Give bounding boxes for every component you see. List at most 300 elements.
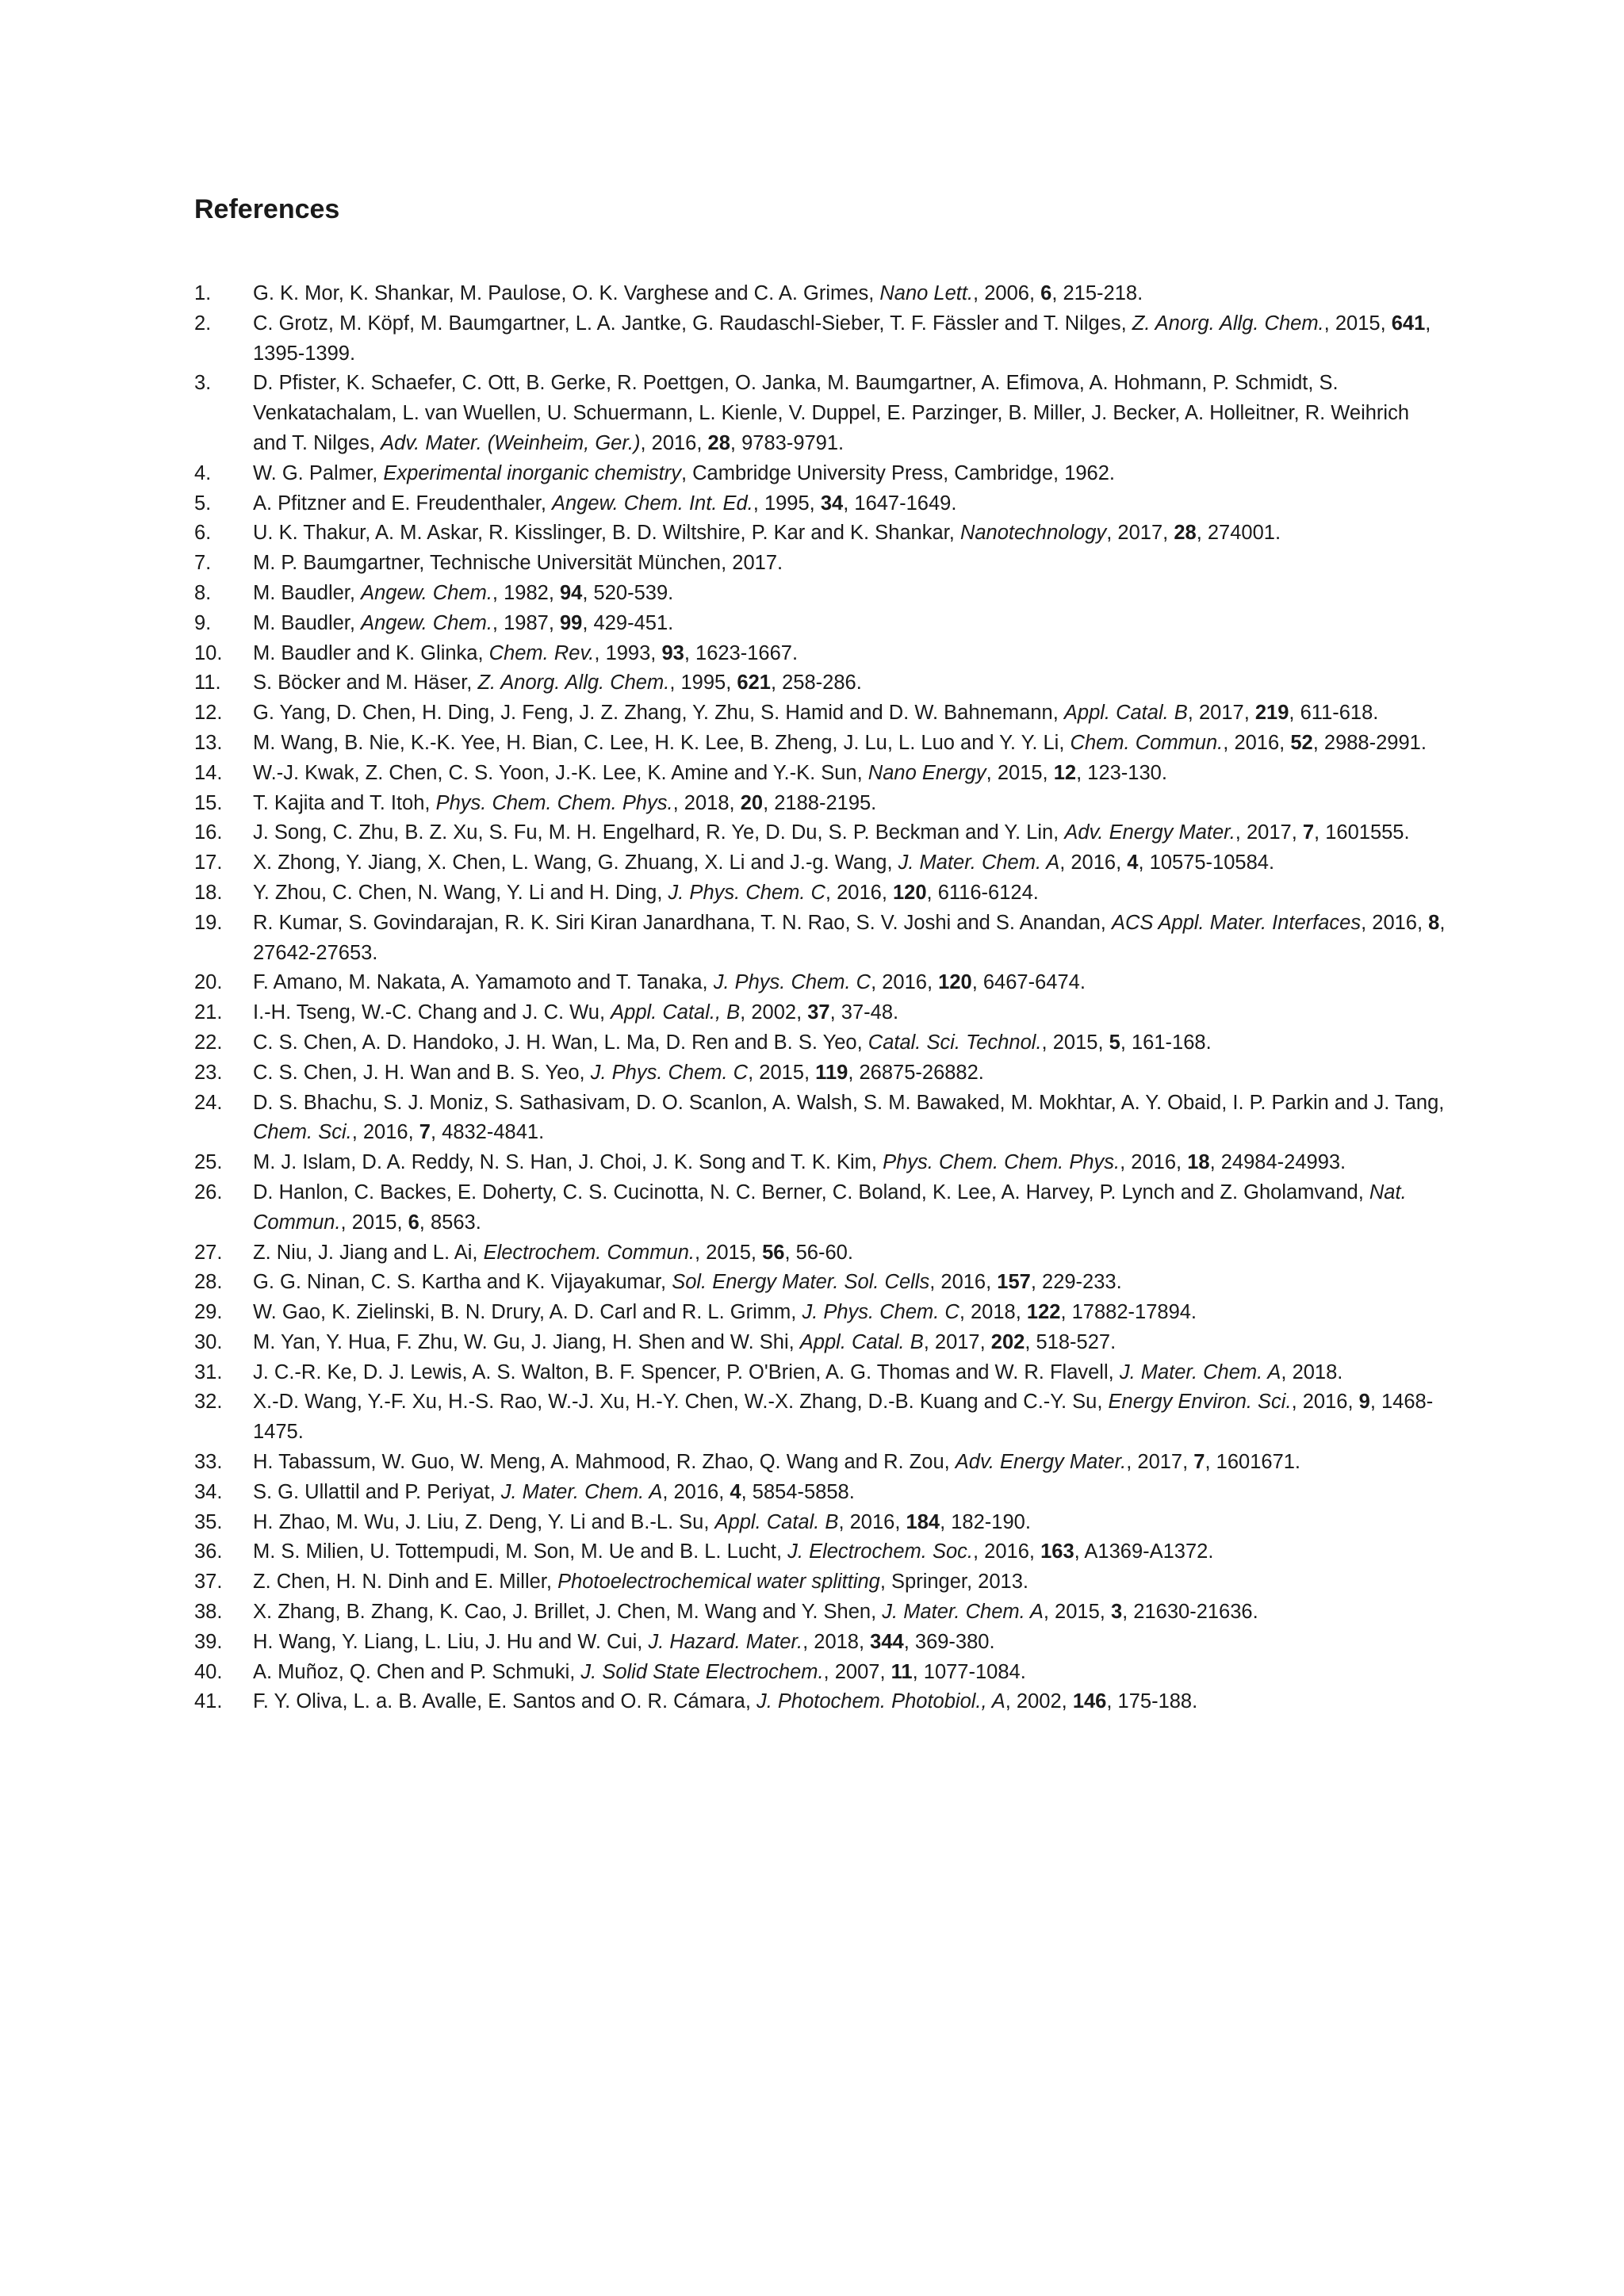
- reference-sep-2: ,: [718, 1480, 730, 1503]
- reference-sep-2: ,: [926, 971, 939, 994]
- reference-journal: J. Hazard. Mater.: [648, 1630, 803, 1653]
- reference-sep-2: ,: [696, 431, 708, 454]
- reference-pages: 26875-26882.: [859, 1061, 984, 1084]
- reference-sep-3: ,: [971, 971, 983, 994]
- reference-pages: 6116-6124.: [937, 881, 1039, 904]
- reference-item: [194, 489, 1447, 519]
- reference-journal: Chem. Commun.: [1070, 731, 1224, 754]
- reference-item: [194, 1298, 1447, 1328]
- reference-year: 2016: [362, 1121, 408, 1144]
- reference-sep-1: ,: [802, 1630, 814, 1653]
- reference-item: [194, 698, 1447, 729]
- reference-number: 26.: [194, 1181, 223, 1203]
- reference-sep-2: ,: [894, 1510, 906, 1533]
- reference-pages: 520-539.: [593, 581, 674, 604]
- reference-number: 40.: [194, 1660, 223, 1683]
- reference-volume: 3: [1110, 1601, 1123, 1624]
- reference-volume: 344: [870, 1630, 904, 1653]
- reference-sep-1: ,: [748, 1061, 760, 1084]
- reference-number: 36.: [194, 1540, 223, 1563]
- reference-authors: R. Kumar, S. Govindarajan, R. K. Siri Kiran Janardhana, T. N. Rao, S. V. Joshi and S. Anandan,: [253, 911, 1112, 934]
- reference-authors: X.-D. Wang, Y.-F. Xu, H.-S. Rao, W.-J. Xu, H.-Y. Chen, W.-X. Zhang, D.-B. Kuang and C.-Y. Su,: [253, 1391, 1109, 1414]
- reference-item: [194, 1478, 1447, 1508]
- reference-authors: A. Muñoz, Q. Chen and P. Schmuki,: [253, 1660, 581, 1683]
- reference-sep-3: ,: [1106, 1690, 1118, 1713]
- reference-sep-3: ,: [582, 581, 594, 604]
- reference-authors: F. Y. Oliva, L. a. B. Avalle, E. Santos and O. R. Cámara,: [253, 1690, 756, 1713]
- reference-year: 2016: [1071, 851, 1116, 874]
- reference-sep-2: ,: [1028, 1540, 1041, 1563]
- reference-item: [194, 1089, 1447, 1149]
- reference-item: [194, 878, 1447, 909]
- reference-number: 12.: [194, 702, 223, 725]
- reference-year: 2015: [1335, 312, 1381, 335]
- reference-journal: J. Phys. Chem. C: [668, 881, 825, 904]
- reference-number: 18.: [194, 881, 223, 904]
- reference-sep-3: ,: [741, 1480, 753, 1503]
- reference-sep-2: ,: [859, 1630, 871, 1653]
- reference-authors: W. Gao, K. Zielinski, B. N. Drury, A. D. Carl and R. L. Grimm,: [253, 1301, 802, 1324]
- reference-journal: J. Phys. Chem. C: [590, 1061, 749, 1084]
- reference-journal: Phys. Chem. Chem. Phys.: [883, 1151, 1120, 1174]
- reference-number: 11.: [194, 672, 221, 695]
- reference-pages: 1623-1667.: [695, 641, 799, 664]
- reference-sep-1: ,: [1043, 1601, 1055, 1624]
- reference-number: 41.: [194, 1690, 223, 1713]
- reference-authors: C. S. Chen, A. D. Handoko, J. H. Wan, L. Ma, D. Ren and B. S. Yeo,: [253, 1031, 868, 1054]
- reference-volume: 18: [1187, 1151, 1210, 1174]
- reference-number: 10.: [194, 641, 223, 664]
- reference-item: [194, 1448, 1447, 1478]
- reference-year: 1982: [504, 581, 549, 604]
- reference-pages: 1601671.: [1216, 1451, 1301, 1474]
- reference-journal: Angew. Chem.: [361, 581, 492, 604]
- reference-authors: M. P. Baumgartner, Technische Universität München, 2017.: [253, 552, 783, 575]
- reference-year: 2015: [997, 761, 1043, 784]
- reference-authors: H. Wang, Y. Liang, L. Liu, J. Hu and W. Cui,: [253, 1630, 649, 1653]
- reference-number: 24.: [194, 1091, 223, 1114]
- reference-number: 34.: [194, 1480, 223, 1503]
- reference-sep-3: ,: [1314, 821, 1326, 844]
- reference-sep-1: ,: [923, 1330, 935, 1353]
- reference-sep-3: ,: [1120, 1031, 1132, 1054]
- reference-sep-2: ,: [1380, 312, 1392, 335]
- reference-year: 2017: [1246, 821, 1292, 844]
- reference-volume: 9: [1358, 1391, 1370, 1414]
- reference-sep-1: ,: [694, 1241, 707, 1264]
- reference-year: 2016: [1302, 1391, 1348, 1414]
- reference-sep-3: ,: [1205, 1451, 1216, 1474]
- reference-volume: 4: [730, 1480, 741, 1503]
- reference-journal: Electrochem. Commun.: [483, 1241, 695, 1264]
- reference-pages: 8563.: [430, 1211, 481, 1234]
- reference-year: 2002: [751, 1001, 797, 1024]
- reference-volume: 163: [1040, 1540, 1074, 1563]
- reference-authors: F. Amano, M. Nakata, A. Yamamoto and T. Tanaka,: [253, 971, 714, 994]
- reference-pages: 10575-10584.: [1149, 851, 1275, 874]
- reference-journal: Appl. Catal. B: [1063, 702, 1188, 725]
- reference-pages: 21630-21636.: [1133, 1601, 1258, 1624]
- reference-year: 2016: [984, 1540, 1029, 1563]
- reference-year: 2017: [1137, 1451, 1183, 1474]
- reference-journal: Adv. Energy Mater.: [955, 1451, 1127, 1474]
- reference-authors: Z. Chen, H. N. Dinh and E. Miller,: [253, 1571, 558, 1594]
- reference-year: 2017: [934, 1330, 980, 1353]
- reference-sep-1: ,: [973, 1540, 985, 1563]
- reference-sep-1: ,: [1291, 1391, 1303, 1414]
- reference-year: 1995: [680, 672, 726, 695]
- reference-authors: T. Kajita and T. Itoh,: [253, 791, 436, 814]
- reference-volume: 6: [408, 1211, 419, 1234]
- reference-journal: J. Mater. Chem. A: [1119, 1360, 1281, 1383]
- reference-item: [194, 519, 1447, 549]
- reference-sep-1: ,: [823, 1660, 835, 1683]
- reference-sep-2: ,: [650, 641, 662, 664]
- reference-pages: 24984-24993.: [1220, 1151, 1346, 1174]
- reference-sep-3: ,: [926, 881, 938, 904]
- reference-pages: 161-168.: [1131, 1031, 1212, 1054]
- reference-journal: J. Electrochem. Soc.: [787, 1540, 973, 1563]
- reference-sep-1: ,: [1281, 1360, 1293, 1383]
- reference-year: 2015: [706, 1241, 751, 1264]
- reference-authors: S. Böcker and M. Häser,: [253, 672, 478, 695]
- reference-sep-1: ,: [871, 971, 883, 994]
- reference-journal: J. Mater. Chem. A: [500, 1480, 663, 1503]
- reference-number: 31.: [194, 1360, 223, 1383]
- reference-sep-2: ,: [548, 611, 560, 634]
- reference-pages: 37-48.: [841, 1001, 899, 1024]
- reference-number: 7.: [194, 552, 212, 575]
- reference-sep-3: ,: [763, 791, 775, 814]
- reference-pages: 1468-1475.: [253, 1391, 1434, 1444]
- reference-sep-3: ,: [1196, 522, 1208, 545]
- reference-journal: Adv. Energy Mater.: [1064, 821, 1235, 844]
- reference-sep-1: ,: [669, 672, 681, 695]
- reference-sep-3: ,: [1138, 851, 1150, 874]
- reference-item: [194, 848, 1447, 878]
- reference-sep-1: ,: [1187, 702, 1199, 725]
- reference-item: [194, 459, 1447, 489]
- reference-pages: 182-190.: [951, 1510, 1031, 1533]
- reference-authors: X. Zhong, Y. Jiang, X. Chen, L. Wang, G. Zhuang, X. Li and J.-g. Wang,: [253, 851, 898, 874]
- reference-sep-2: ,: [1099, 1601, 1111, 1624]
- reference-year: 1987: [504, 611, 549, 634]
- reference-sep-1: ,: [959, 1301, 971, 1324]
- reference-authors: M. J. Islam, D. A. Reddy, N. S. Han, J. Choi, J. K. Song and T. K. Kim,: [253, 1151, 883, 1174]
- reference-volume: 7: [1193, 1451, 1205, 1474]
- reference-item: [194, 729, 1447, 759]
- reference-sep-3: ,: [430, 1121, 442, 1144]
- reference-pages: 5854-5858.: [752, 1480, 855, 1503]
- reference-sep-2: ,: [548, 581, 560, 604]
- reference-sep-3: ,: [730, 431, 742, 454]
- reference-authors: G. G. Ninan, C. S. Kartha and K. Vijayakumar,: [253, 1271, 672, 1294]
- reference-authors: H. Tabassum, W. Guo, W. Meng, A. Mahmood, R. Zhao, Q. Wang and R. Zou,: [253, 1451, 956, 1474]
- reference-item: [194, 369, 1447, 458]
- reference-item: [194, 1598, 1447, 1628]
- reference-item: [194, 1178, 1447, 1238]
- reference-authors: U. K. Thakur, A. M. Askar, R. Kisslinger, B. D. Wiltshire, P. Kar and K. Shankar,: [253, 522, 960, 545]
- reference-authors: W. G. Palmer,: [253, 461, 384, 484]
- reference-sep-1: ,: [1041, 1031, 1053, 1054]
- reference-year: 2016: [1131, 1151, 1177, 1174]
- reference-year: 2016: [849, 1510, 895, 1533]
- reference-sep-1: ,: [1106, 522, 1118, 545]
- reference-year: 2015: [1052, 1031, 1098, 1054]
- reference-sep-2: ,: [1243, 702, 1255, 725]
- reference-authors: W.-J. Kwak, Z. Chen, C. S. Yoon, J.-K. Lee, K. Amine and Y.-K. Sun,: [253, 761, 868, 784]
- reference-sep-1: ,: [986, 761, 998, 784]
- reference-sep-3: ,: [770, 672, 783, 695]
- reference-title: Photoelectrochemical water splitting: [557, 1571, 880, 1594]
- reference-sep-1: ,: [492, 611, 504, 634]
- reference-pages: 215-218.: [1063, 282, 1143, 304]
- reference-sep-1: ,: [1059, 851, 1071, 874]
- reference-sep-2: ,: [726, 672, 737, 695]
- reference-year: 2015: [759, 1061, 804, 1084]
- reference-year: 2007: [834, 1660, 880, 1683]
- reference-sep-3: ,: [419, 1211, 431, 1234]
- reference-year: 2002: [1016, 1690, 1062, 1713]
- reference-year: 2018: [684, 791, 730, 814]
- reference-journal: Sol. Energy Mater. Sol. Cells: [672, 1271, 930, 1294]
- reference-number: 14.: [194, 761, 223, 784]
- reference-sep-3: ,: [1425, 312, 1431, 335]
- reference-sep-2: ,: [986, 1271, 998, 1294]
- reference-sep-2: ,: [881, 881, 893, 904]
- reference-sep-3: ,: [1030, 1271, 1043, 1294]
- reference-authors: J. Song, C. Zhu, B. Z. Xu, S. Fu, M. H. Engelhard, R. Ye, D. Du, S. P. Beckman and Y. Lin,: [253, 821, 1065, 844]
- reference-item: [194, 1148, 1447, 1178]
- reference-volume: 28: [1174, 522, 1197, 545]
- reference-sep-2: ,: [879, 1660, 891, 1683]
- reference-volume: 28: [707, 431, 730, 454]
- reference-sep-3: ,: [1289, 702, 1300, 725]
- reference-number: 4.: [194, 461, 212, 484]
- reference-year: 1995: [764, 492, 810, 515]
- reference-pages: A1369-A1372.: [1084, 1540, 1214, 1563]
- reference-item: [194, 1028, 1447, 1058]
- reference-item: [194, 549, 1447, 579]
- reference-item: [194, 309, 1447, 369]
- reference-authors: D. S. Bhachu, S. J. Moniz, S. Sathasivam, D. O. Scanlon, A. Walsh, S. M. Bawaked, M. Mokhtar, A. Y. Obaid, I. P. Parkin and J. Tang,: [253, 1091, 1445, 1114]
- reference-sep-1: ,: [351, 1121, 363, 1144]
- reference-journal: Angew. Chem. Int. Ed.: [552, 492, 753, 515]
- reference-rest: , Cambridge University Press, Cambridge, 1962.: [680, 461, 1116, 484]
- reference-authors: D. Hanlon, C. Backes, E. Doherty, C. S. Cucinotta, N. C. Berner, C. Boland, K. Lee, A. Harvey, P. Lynch and Z. Gholamvand,: [253, 1181, 1369, 1203]
- reference-sep-1: ,: [340, 1211, 352, 1234]
- reference-pages: 274001.: [1207, 522, 1281, 545]
- reference-journal: J. Mater. Chem. A: [882, 1601, 1044, 1624]
- reference-pages: 2988-2991.: [1323, 731, 1427, 754]
- reference-year: 2018.: [1292, 1360, 1343, 1383]
- reference-number: 37.: [194, 1571, 223, 1594]
- reference-volume: 12: [1053, 761, 1077, 784]
- reference-sep-3: ,: [940, 1510, 952, 1533]
- reference-volume: 641: [1391, 312, 1426, 335]
- references-heading: References: [194, 194, 340, 224]
- reference-pages: 429-451.: [593, 611, 674, 634]
- reference-journal: J. Solid State Electrochem.: [580, 1660, 824, 1683]
- reference-year: 2015: [351, 1211, 397, 1234]
- reference-volume: 93: [661, 641, 684, 664]
- reference-year: 2015: [1055, 1601, 1100, 1624]
- reference-sep-3: ,: [1051, 282, 1063, 304]
- reference-volume: 6: [1040, 282, 1052, 304]
- reference-item: [194, 1238, 1447, 1269]
- reference-number: 19.: [194, 911, 223, 934]
- reference-sep-1: ,: [1361, 911, 1373, 934]
- reference-volume: 122: [1026, 1301, 1061, 1324]
- reference-sep-2: ,: [979, 1330, 991, 1353]
- reference-pages: 1395-1399.: [253, 342, 356, 365]
- reference-number: 21.: [194, 1001, 223, 1024]
- reference-number: 29.: [194, 1301, 223, 1324]
- reference-item: [194, 1687, 1447, 1717]
- reference-sep-1: ,: [740, 1001, 752, 1024]
- reference-number: 2.: [194, 312, 212, 335]
- reference-pages: 4832-4841.: [442, 1121, 545, 1144]
- reference-authors: S. G. Ullattil and P. Periyat,: [253, 1480, 501, 1503]
- reference-sep-1: ,: [838, 1510, 850, 1533]
- reference-sep-2: ,: [1417, 911, 1429, 934]
- reference-authors: C. S. Chen, J. H. Wan and B. S. Yeo,: [253, 1061, 591, 1084]
- reference-pages: 1601555.: [1325, 821, 1410, 844]
- reference-authors: X. Zhang, B. Zhang, K. Cao, J. Brillet, J. Chen, M. Wang and Y. Shen,: [253, 1601, 883, 1624]
- reference-year: 2016: [837, 881, 882, 904]
- reference-sep-2: ,: [1162, 522, 1174, 545]
- reference-sep-3: ,: [1060, 1301, 1072, 1324]
- reference-journal: Nano Lett.: [879, 282, 974, 304]
- reference-pages: 1077-1084.: [923, 1660, 1026, 1683]
- reference-item: [194, 968, 1447, 998]
- reference-journal: Chem. Rev.: [488, 641, 595, 664]
- reference-year: 2006: [984, 282, 1029, 304]
- reference-volume: 120: [892, 881, 927, 904]
- reference-year: 2017: [1117, 522, 1163, 545]
- reference-sep-3: ,: [582, 611, 594, 634]
- reference-authors: M. Baudler,: [253, 581, 362, 604]
- reference-journal: Nanotechnology: [959, 522, 1107, 545]
- reference-pages: 6467-6474.: [982, 971, 1086, 994]
- reference-sep-3: ,: [1209, 1151, 1221, 1174]
- reference-item: [194, 1328, 1447, 1358]
- reference-pages: 229-233.: [1042, 1271, 1122, 1294]
- reference-sep-1: ,: [825, 881, 837, 904]
- reference-authors: M. S. Milien, U. Tottempudi, M. Son, M. Ue and B. L. Lucht,: [253, 1540, 788, 1563]
- reference-number: 3.: [194, 372, 212, 395]
- reference-volume: 4: [1127, 851, 1139, 874]
- reference-pages: 9783-9791.: [741, 431, 845, 454]
- reference-sep-1: ,: [1223, 731, 1235, 754]
- reference-volume: 621: [737, 672, 771, 695]
- reference-authors: M. Baudler and K. Glinka,: [253, 641, 489, 664]
- reference-item: [194, 789, 1447, 819]
- reference-item: [194, 1387, 1447, 1448]
- reference-number: 6.: [194, 522, 212, 545]
- reference-volume: 94: [560, 581, 583, 604]
- reference-volume: 20: [740, 791, 764, 814]
- reference-volume: 37: [807, 1001, 830, 1024]
- reference-item: [194, 1567, 1447, 1598]
- reference-pages: 27642-27653.: [253, 941, 378, 964]
- reference-pages: 2188-2195.: [774, 791, 877, 814]
- reference-sep-1: ,: [1005, 1690, 1017, 1713]
- reference-pages: 56-60.: [795, 1241, 853, 1264]
- reference-volume: 7: [419, 1121, 431, 1144]
- reference-sep-3: ,: [1122, 1601, 1134, 1624]
- reference-sep-2: ,: [1061, 1690, 1073, 1713]
- reference-number: 5.: [194, 492, 212, 515]
- reference-item: [194, 579, 1447, 609]
- reference-authors: M. Baudler,: [253, 611, 362, 634]
- reference-item: [194, 998, 1447, 1028]
- reference-item: [194, 1358, 1447, 1388]
- reference-number: 13.: [194, 731, 223, 754]
- reference-year: 2016: [673, 1480, 719, 1503]
- reference-year: 2017: [1198, 702, 1244, 725]
- reference-journal: Energy Environ. Sci.: [1108, 1391, 1292, 1414]
- reference-pages: 611-618.: [1300, 702, 1379, 725]
- reference-number: 27.: [194, 1241, 223, 1264]
- reference-volume: 120: [938, 971, 972, 994]
- reference-authors: C. Grotz, M. Köpf, M. Baumgartner, L. A. Jantke, G. Raudaschl-Sieber, T. F. Fässler and T. Nilges,: [253, 312, 1132, 335]
- reference-year: 1993: [605, 641, 651, 664]
- reference-item: [194, 1658, 1447, 1688]
- reference-number: 39.: [194, 1630, 223, 1653]
- reference-authors: H. Zhao, M. Wu, J. Liu, Z. Deng, Y. Li and B.-L. Su,: [253, 1510, 715, 1533]
- reference-number: 17.: [194, 851, 223, 874]
- reference-number: 33.: [194, 1451, 223, 1474]
- reference-sep-1: ,: [662, 1480, 674, 1503]
- reference-journal: Appl. Catal., B: [611, 1001, 741, 1024]
- reference-year: 2016: [651, 431, 697, 454]
- reference-sep-3: ,: [912, 1660, 924, 1683]
- reference-number: 8.: [194, 581, 212, 604]
- reference-item: [194, 909, 1447, 969]
- reference-sep-3: ,: [1312, 731, 1324, 754]
- reference-volume: 184: [906, 1510, 940, 1533]
- reference-item: [194, 1268, 1447, 1298]
- reference-volume: 56: [762, 1241, 785, 1264]
- reference-journal: Nat. Commun.: [253, 1181, 1407, 1234]
- reference-sep-1: ,: [1323, 312, 1335, 335]
- reference-sep-2: ,: [1042, 761, 1054, 784]
- reference-authors: A. Pfitzner and E. Freudenthaler,: [253, 492, 553, 515]
- reference-sep-1: ,: [1126, 1451, 1138, 1474]
- reference-sep-2: ,: [1015, 1301, 1027, 1324]
- reference-sep-1: ,: [492, 581, 504, 604]
- reference-journal: Z. Anorg. Allg. Chem.: [477, 672, 670, 695]
- reference-volume: 202: [990, 1330, 1025, 1353]
- reference-sep-2: ,: [804, 1061, 816, 1084]
- reference-number: 20.: [194, 971, 223, 994]
- reference-authors: Z. Niu, J. Jiang and L. Ai,: [253, 1241, 484, 1264]
- reference-sep-1: ,: [753, 492, 764, 515]
- reference-sep-3: ,: [1025, 1330, 1036, 1353]
- reference-volume: 8: [1428, 911, 1440, 934]
- reference-journal: Appl. Catal. B: [799, 1330, 924, 1353]
- reference-item: [194, 668, 1447, 698]
- reference-pages: 17882-17894.: [1071, 1301, 1197, 1324]
- reference-volume: 7: [1302, 821, 1315, 844]
- reference-sep-2: ,: [1176, 1151, 1188, 1174]
- reference-sep-2: ,: [396, 1211, 408, 1234]
- reference-sep-3: ,: [1074, 1540, 1085, 1563]
- reference-journal: Phys. Chem. Chem. Phys.: [435, 791, 673, 814]
- reference-number: 30.: [194, 1330, 223, 1353]
- reference-volume: 119: [815, 1061, 848, 1084]
